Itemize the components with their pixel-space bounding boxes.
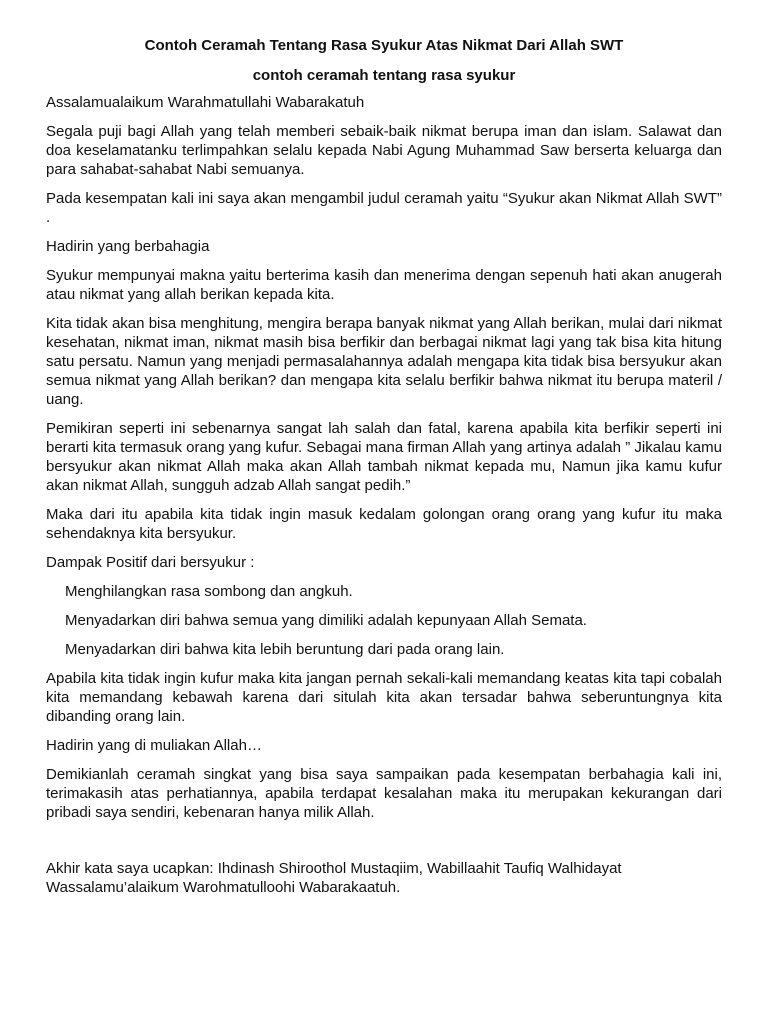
document-subtitle: contoh ceramah tentang rasa syukur [252, 67, 516, 84]
closing-paragraph: Akhir kata saya ucapkan: Ihdinash Shiroothol Mustaqiim, Wabillaahit Taufiq Walhidayat Wassalamu’alaikum Warohmatulloohi Wabarakaatuh. [46, 860, 622, 896]
greeting-paragraph: Assalamualaikum Warahmatullahi Wabarakatuh [46, 94, 365, 111]
paragraph-look-downward: Apabila kita tidak ingin kufur maka kita jangan pernah sekali-kali memandang keatas kita tapi cobalah kita memandang kebawah karena dari situlah kita akan tersadar bahwa seberuntungnya kita dibanding orang lain. [46, 670, 722, 725]
paragraph-meaning-of-gratitude: Syukur mempunyai makna yaitu berterima kasih dan menerima dengan sepenuh hati akan anugerah atau nikmat yang allah berikan kepada kita. [46, 267, 722, 303]
paragraph-countless-blessings: Kita tidak akan bisa menghitung, mengira berapa banyak nikmat yang Allah berikan, mulai dari nikmat kesehatan, nikmat iman, nikmat masih bisa berfikir dan berbagai nikmat lagi yang tak bisa kita hitung satu persatu. Namun yang menjadi permasalahannya adalah mengapa kita tidak bisa bersyukur akan semua nikmat yang Allah berikan? dan mengapa kita selalu berfikir bahwa nikmat itu berupa materil / uang. [46, 315, 722, 408]
paragraph-therefore-be-grateful: Maka dari itu apabila kita tidak ingin masuk kedalam golongan orang orang yang kufur itu maka sehendaknya kita bersyukur. [46, 506, 722, 542]
paragraph-positive-effects-heading: Dampak Positif dari bersyukur : [46, 554, 255, 571]
paragraph-wrong-thinking: Pemikiran seperti ini sebenarnya sangat lah salah dan fatal, karena apabila kita berfikir seperti ini berarti kita termasuk orang yang kufur. Sebagai mana firman Allah yang artinya adalah ” Jikalau kamu bersyukur akan nikmat Allah maka akan Allah tambah nikmat kepada mu, Namun jika kamu kufur akan nikmat Allah, sungguh adzab Allah sangat pedih.” [46, 420, 722, 494]
paragraph-topic: Pada kesempatan kali ini saya akan mengambil judul ceramah yaitu “Syukur akan Nikmat Allah SWT” . [46, 190, 722, 226]
list-item: Menyadarkan diri bahwa kita lebih beruntung dari pada orang lain. [65, 641, 505, 658]
paragraph-opening-praise: Segala puji bagi Allah yang telah memberi sebaik-baik nikmat berupa iman dan islam. Salawat dan doa keselamatanku terlimpahkan selalu kepada Nabi Agung Muhammad Saw berserta keluarga dan para sahabat-sahabat Nabi semuanya. [46, 123, 722, 178]
blank-spacer [46, 832, 722, 859]
paragraph-address-audience: Hadirin yang berbahagia [46, 238, 210, 255]
positive-effects-list [46, 582, 722, 659]
document-title: Contoh Ceramah Tentang Rasa Syukur Atas Nikmat Dari Allah SWT [144, 37, 624, 54]
list-item: Menyadarkan diri bahwa semua yang dimiliki adalah kepunyaan Allah Semata. [65, 612, 587, 629]
document-page [46, 36, 722, 907]
paragraph-conclusion: Demikianlah ceramah singkat yang bisa saya sampaikan pada kesempatan berbahagia kali ini, terimakasih atas perhatiannya, apabila terdapat kesalahan maka itu merupakan kekurangan dari pribadi saya sendiri, kebenaran hanya milik Allah. [46, 766, 722, 821]
paragraph-address-honored-audience: Hadirin yang di muliakan Allah… [46, 737, 262, 754]
list-item: Menghilangkan rasa sombong dan angkuh. [65, 583, 353, 600]
